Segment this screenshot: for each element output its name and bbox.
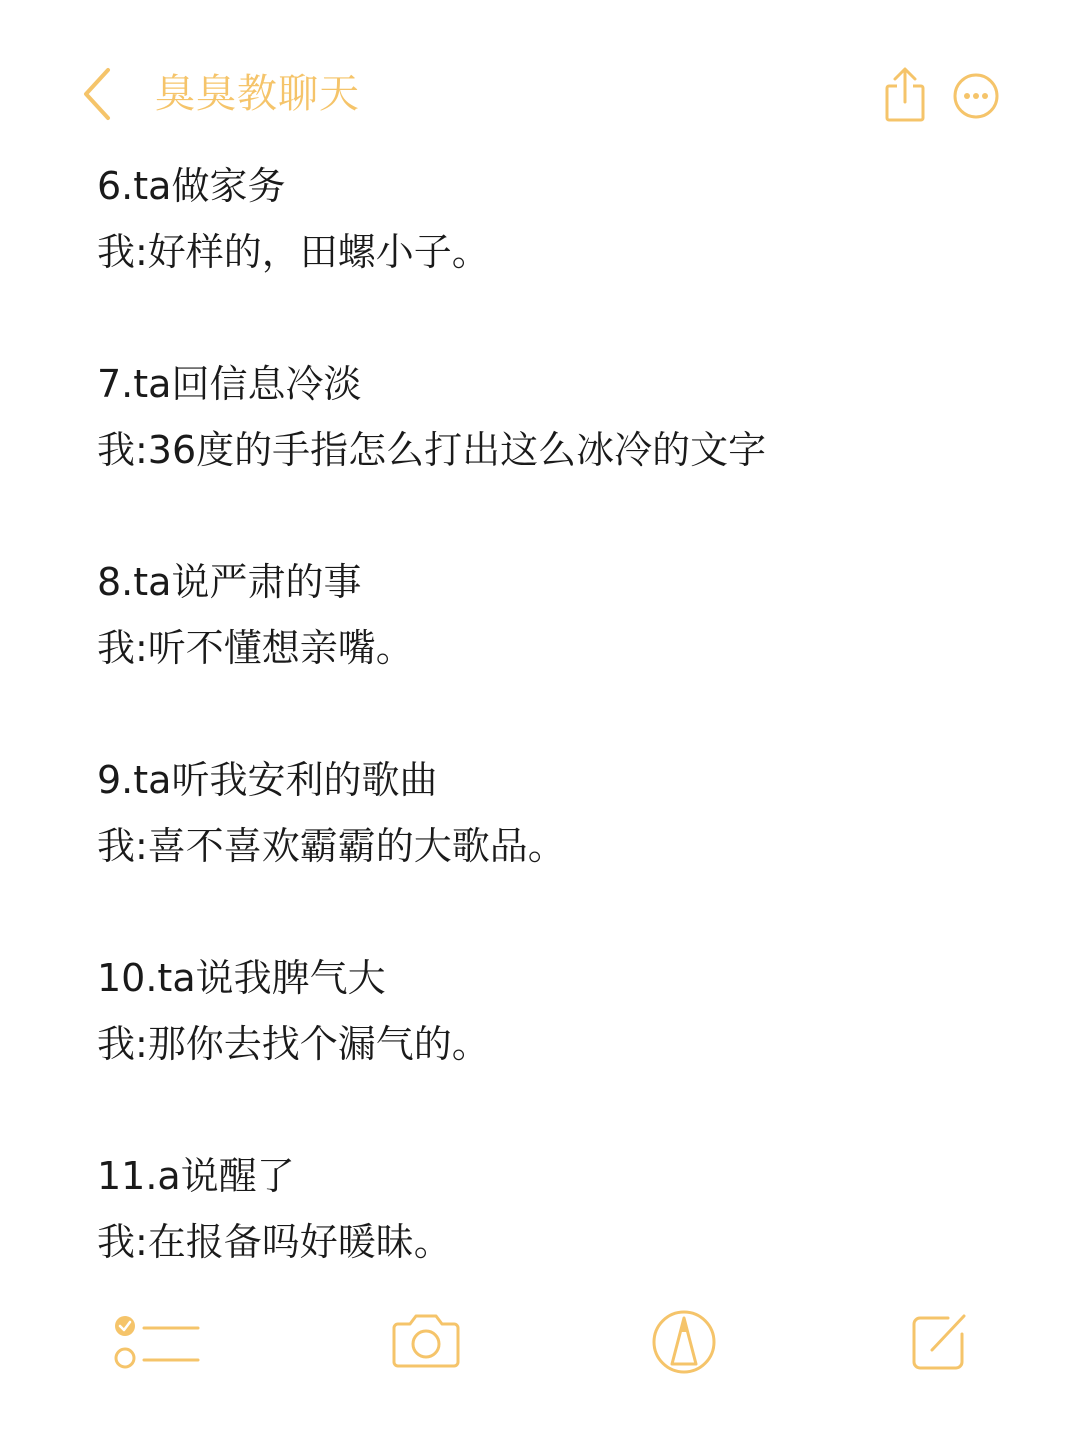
share-icon	[880, 64, 930, 124]
compose-button[interactable]	[908, 1310, 972, 1374]
chevron-left-icon	[72, 62, 128, 126]
entry-reply: 我:在报备吗好暖昧。	[97, 1220, 452, 1264]
entry-prompt: 8.ta说严肃的事	[97, 560, 362, 604]
checklist-icon	[108, 1310, 204, 1374]
entry-prompt: 10.ta说我脾气大	[97, 956, 386, 1000]
back-button[interactable]	[72, 62, 128, 126]
note-entry	[97, 747, 997, 945]
note-body[interactable]	[97, 153, 997, 1341]
entry-reply: 我:好样的，田螺小子。	[97, 230, 490, 274]
entry-reply: 我:听不懂想亲嘴。	[97, 626, 414, 670]
entry-prompt: 6.ta做家务	[97, 164, 286, 208]
more-icon	[952, 72, 1000, 120]
pen-markup-icon	[650, 1308, 718, 1376]
entry-reply: 我:36度的手指怎么打出这么冰冷的文字	[97, 428, 767, 472]
nav-bar	[0, 0, 1080, 150]
note-entry	[97, 153, 997, 351]
entry-reply: 我:喜不喜欢霸霸的大歌品。	[97, 824, 566, 868]
entry-prompt: 11.a说醒了	[97, 1154, 295, 1198]
note-entry	[97, 549, 997, 747]
share-button[interactable]	[880, 64, 930, 124]
note-entry	[97, 945, 997, 1143]
camera-button[interactable]	[388, 1312, 464, 1372]
camera-icon	[388, 1312, 464, 1372]
entry-reply: 我:那你去找个漏气的。	[97, 1022, 490, 1066]
note-entry	[97, 351, 997, 549]
markup-button[interactable]	[650, 1308, 718, 1376]
compose-icon	[908, 1310, 972, 1374]
entry-prompt: 7.ta回信息冷淡	[97, 362, 362, 406]
page-title: 臭臭教聊天	[155, 71, 360, 117]
bottom-toolbar	[0, 1290, 1080, 1400]
checklist-button[interactable]	[108, 1310, 204, 1374]
more-button[interactable]	[952, 72, 1000, 120]
entry-prompt: 9.ta听我安利的歌曲	[97, 758, 438, 802]
